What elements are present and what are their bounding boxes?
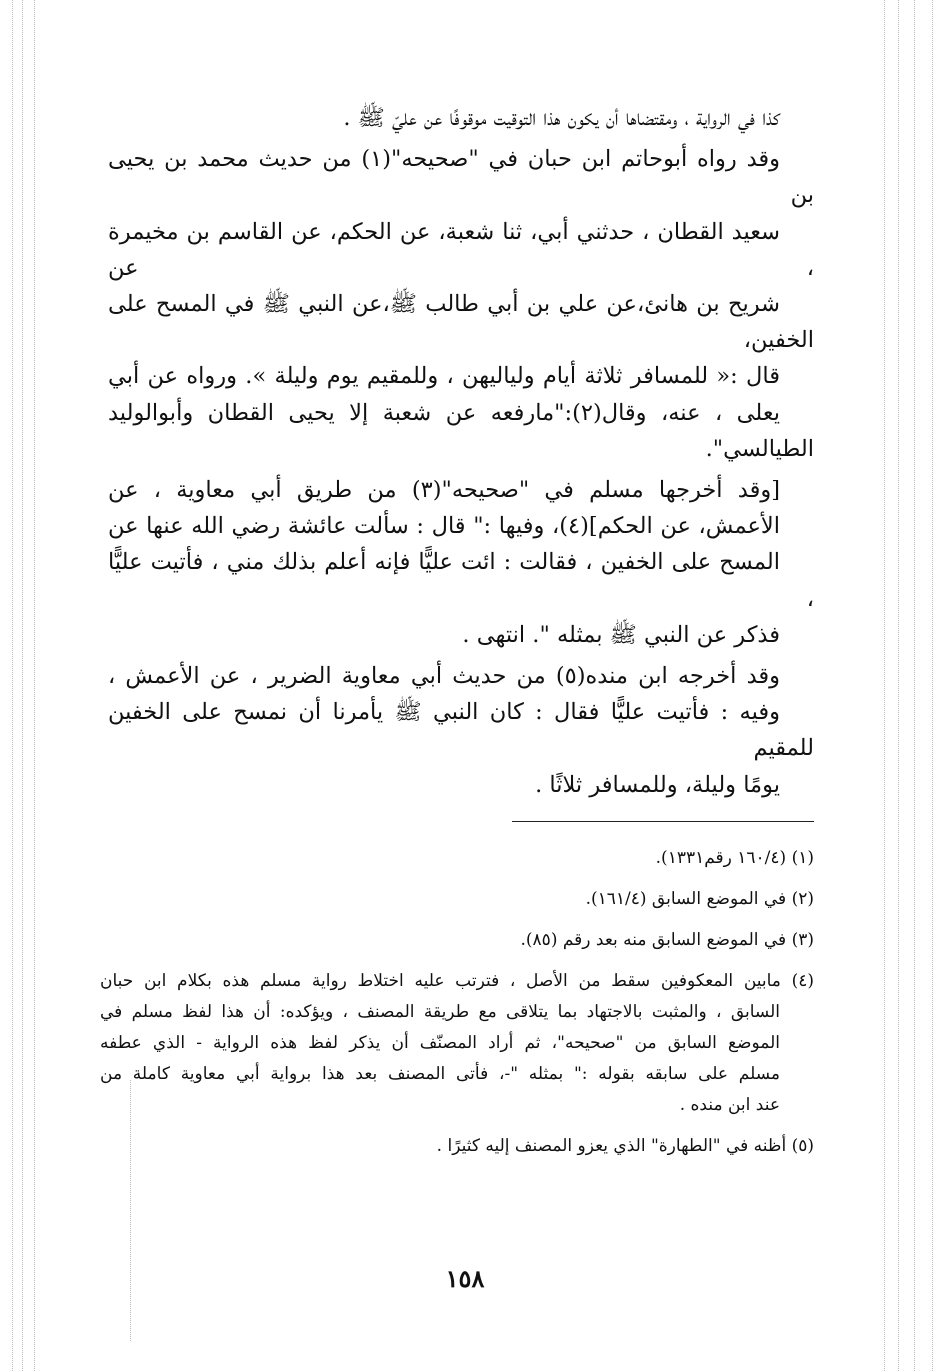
text-line: يعلى ، عنه، وقال(٢):"مارفعه عن شعبة إلا يحيى القطان وأبوالوليد الطيالسي". (108, 399, 814, 462)
text-line: قال :« للمسافر ثلاثة أيام ولياليهن ، وللمقيم يوم وليلة ». ورواه عن أبي (108, 363, 780, 390)
text-line: يومًا وليلة، وللمسافر ثلاثًا . (535, 771, 780, 798)
footnote-line: مسلم على سابقه بقوله :" بمثله "-، فأتى المصنف بعد هذا برواية أبي معاوية كاملة من (100, 1064, 780, 1084)
page-margin-rule (22, 0, 23, 1371)
footnote-line: (٤) مابين المعكوفين سقط من الأصل ، فترتب عليه اختلاط رواية مسلم هذه بكلام ابن حبان (100, 971, 814, 991)
page-margin-rule (12, 0, 13, 1371)
footnote-item (100, 925, 814, 956)
footnote-line: السابق ، والمثبت بالاجتهاد بما يتلاقى مع طريقة المصنف ، ويؤكده: أن هذا لفظ مسلم في (100, 1002, 780, 1022)
footnotes (100, 843, 814, 1172)
page-margin-rule (914, 0, 915, 1371)
footnote-item (100, 843, 814, 874)
text-line: [وقد أخرجها مسلم في "صحيحه"(٣) من طريق أبي معاوية ، عن (108, 477, 780, 504)
page-margin-rule (898, 0, 899, 1371)
footnote-line: (٢) في الموضع السابق (١٦١/٤). (585, 889, 814, 909)
footnote-item (100, 884, 814, 915)
footnote-item (100, 966, 814, 1121)
text-line: الأعمش، عن الحكم](٤)، وفيها :" قال : سألت عائشة رضي الله عنها عن (108, 513, 780, 540)
text-line: وقد أخرجه ابن منده(٥) من حديث أبي معاوية الضرير ، عن الأعمش ، (108, 663, 780, 690)
text-line: شريح بن هانئ،عن علي بن أبي طالب ﷺ،عن النبي ﷺ في المسح على الخفين، (108, 291, 814, 354)
text-line: المسح على الخفين ، فقالت : ائت عليًّا فإنه أعلم بذلك مني ، فأتيت عليًّا ، (108, 549, 814, 612)
paragraph (108, 141, 814, 467)
paragraph (108, 658, 814, 803)
main-text (108, 100, 814, 803)
footnote-line: الموضع السابق من "صحيحه"، ثم أراد المصنّف أن يذكر لفظ هذه الرواية - الذي عطفه (100, 1033, 780, 1053)
paragraph (108, 472, 814, 653)
text-line: فذكر عن النبي ﷺ بمثله ". انتهى . (462, 621, 780, 648)
footnote-item (100, 1131, 814, 1162)
text-line: سعيد القطان ، حدثني أبي، ثنا شعبة، عن الحكم، عن القاسم بن مخيمرة ، عن (108, 218, 814, 281)
footnote-line: (٣) في الموضع السابق منه بعد رقم (٨٥). (520, 930, 814, 950)
footnote-line: (٥) أظنه في "الطهارة" الذي يعزو المصنف إليه كثيرًا . (436, 1136, 814, 1156)
footnote-line: (١) (١٦٠/٤ رقم١٣٣١). (655, 848, 814, 868)
footnote-line: عند ابن منده . (679, 1095, 780, 1115)
page-margin-rule (884, 0, 885, 1371)
page-margin-rule (932, 0, 933, 1371)
page-number: ١٥٨ (445, 1264, 485, 1293)
footnote-separator (512, 821, 814, 822)
paragraph (108, 100, 814, 136)
text-line: وقد رواه أبوحاتم ابن حبان في "صحيحه"(١) من حديث محمد بن يحيى بن (108, 146, 814, 209)
text-line: كذا في الرواية ، ومقتضاها أن يكون هذا التوقيت موقوفًا عن عليّ ﷺ . (343, 105, 780, 131)
text-line: وفيه : فأتيت عليًّا فقال : كان النبي ﷺ يأمرنا أن نمسح على الخفين للمقيم (108, 699, 814, 762)
page-margin-rule (34, 0, 35, 1371)
